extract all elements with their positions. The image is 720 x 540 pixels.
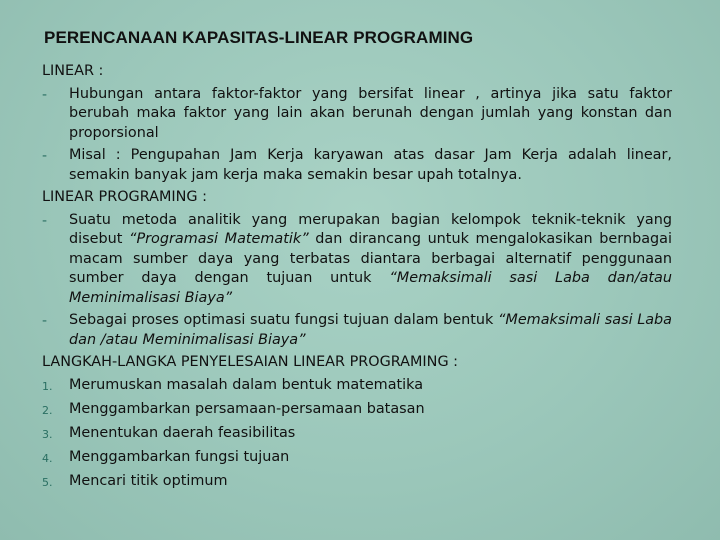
step-number: 2. [42,403,53,417]
step-text: Merumuskan masalah dalam bentuk matematika [69,376,424,393]
step-number: 3. [42,427,53,441]
section-heading-linear: LINEAR : [42,63,104,79]
bullet-dash: - [42,148,48,164]
bullet-text: Misal : Pengupahan Jam Kerja karyawan atas dasar Jam Kerja adalah linear, semakin banyak jam kerja maka semakin besar upah totalnya. [69,147,672,183]
italic-term: “Memaksimali sasi Laba dan /atau Meminimalisasi Biaya” [69,312,672,348]
slide-title: PERENCANAAN KAPASITAS-LINEAR PROGRAMING [44,28,474,47]
step-item [42,448,672,469]
bullet-text [69,311,672,350]
step-item [42,400,672,421]
step-number: 5. [42,475,53,489]
step-number: 4. [42,451,53,465]
step-text: Menentukan daerah feasibilitas [69,424,296,441]
section-heading-steps: LANGKAH-LANGKA PENYELESAIAN LINEAR PROGRAMING : [42,354,459,370]
step-text: Menggambarkan fungsi tujuan [69,448,290,465]
bullet-text: Hubungan antara faktor-faktor yang bersifat linear , artinya jika satu faktor berubah maka faktor yang lain akan berunah dengan jumlah yang konstan dan proporsional [69,85,672,141]
step-number: 1. [42,379,53,393]
bullet-item [42,85,672,144]
bullet-text-part: Suatu metoda analitik yang merupakan bagian kelompok teknik-teknik yang disebut [69,211,672,247]
step-item [42,424,672,445]
bullet-dash: - [42,86,48,103]
step-text: Mencari titik optimum [69,472,228,489]
bullet-dash: - [42,313,48,329]
bullet-dash: - [42,212,48,229]
bullet-text-part: Sebagai proses optimasi suatu fungsi tujuan dalam bentuk [69,312,498,328]
italic-term: “Programasi Matematik” [129,231,309,247]
step-text: Menggambarkan persamaan-persamaan batasan [69,400,425,417]
section-heading-linear-programing: LINEAR PROGRAMING : [42,189,207,205]
italic-term: “Memaksimali sasi Laba dan/atau Meminimalisasi Biaya” [69,270,672,306]
bullet-item [42,211,672,309]
step-item [42,472,672,493]
bullet-item [42,311,672,350]
bullet-text-part: dan dirancang untuk mengalokasikan bernbagai macam sumber daya yang terbatas diantara berbagai alternatif penggunaan sumber daya dengan tujuan untuk [69,231,672,286]
bullet-text [69,211,672,309]
slide-content [42,62,672,496]
step-item [42,376,672,397]
bullet-item [42,146,672,185]
